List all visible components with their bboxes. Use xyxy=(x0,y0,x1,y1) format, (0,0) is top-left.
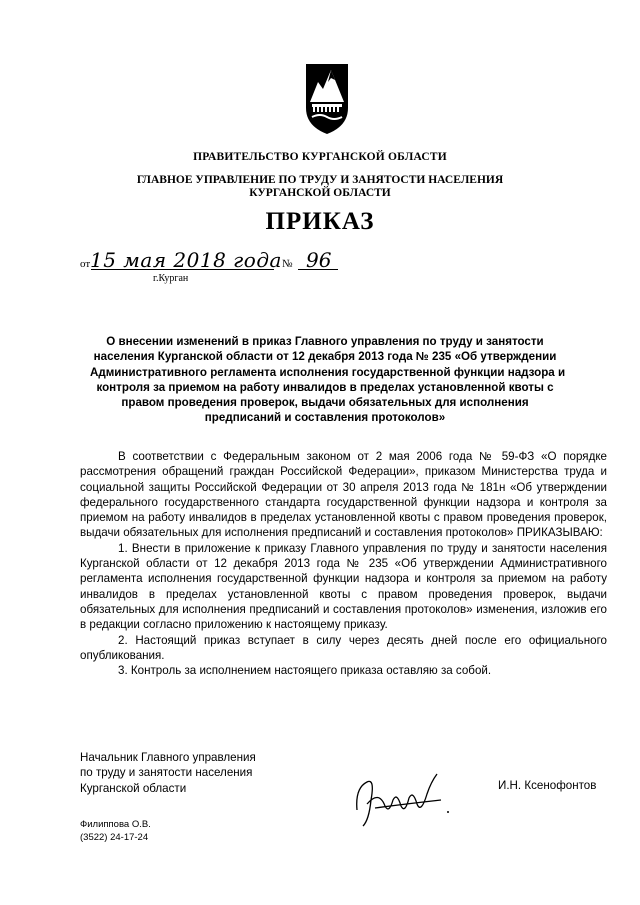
department-name-line1: ГЛАВНОЕ УПРАВЛЕНИЕ ПО ТРУДУ И ЗАНЯТОСТИ НАСЕЛЕНИЯ xyxy=(136,174,504,186)
order-subject xyxy=(90,334,566,426)
order-date-line xyxy=(78,248,338,272)
number-prefix: № xyxy=(282,258,293,270)
executor-info xyxy=(80,818,151,844)
city: г.Курган xyxy=(153,273,189,284)
date-prefix: от xyxy=(80,258,91,270)
signatory-title-line: по труду и занятости населения xyxy=(80,766,253,780)
department-name-line2: КУРГАНСКОЙ ОБЛАСТИ xyxy=(249,187,391,199)
handwritten-date: 15 мая 2018 года xyxy=(90,248,282,272)
preamble-paragraph: В соответствии с Федеральным законом от 2 мая 2006 года № 59-ФЗ «О порядке рассмотрения обращений граждан Российской Федерации», приказом Министерства труда и социальной защиты Российской Федерации от 30 апреля 2013 года № 181н «Об утверждении федерального государственного стандарта государственной функции надзора и контроля за приемом на работу инвалидов в пределах установленной квоты с правом проведения проверок, выдачи обязательных для исполнения предписаний и составления протоколов» ПРИКАЗЫВАЮ: xyxy=(80,450,607,540)
signatory-name: И.Н. Ксенофонтов xyxy=(498,779,597,792)
signatory-title-line: Курганской области xyxy=(80,781,187,795)
order-item-2: 2. Настоящий приказ вступает в силу через десять дней после его официального опубликования. xyxy=(80,633,607,662)
executor-name: Филиппова О.В. xyxy=(80,819,151,830)
subject-line: предписаний и составления протоколов» xyxy=(204,411,446,425)
order-item-3: 3. Контроль за исполнением настоящего приказа оставляю за собой. xyxy=(118,664,492,678)
signatory-title-line: Начальник Главного управления xyxy=(80,751,256,764)
date-underline xyxy=(91,269,274,270)
executor-phone: (3522) 24-17-24 xyxy=(80,832,149,843)
document-title: ПРИКАЗ xyxy=(265,208,375,235)
signatory-title xyxy=(80,750,256,796)
subject-line: Административного регламента исполнения государственной функции надзора и xyxy=(90,365,566,379)
subject-line: населения Курганской области от 12 декабря 2013 года № 235 «Об утверждении xyxy=(93,350,557,364)
order-body xyxy=(80,449,607,678)
government-name: ПРАВИТЕЛЬСТВО КУРГАНСКОЙ ОБЛАСТИ xyxy=(193,151,447,163)
subject-line: правом проведения проверок, выдачи обязательных для исполнения xyxy=(121,396,529,410)
subject-line: О внесении изменений в приказ Главного управления по труду и занятости xyxy=(106,335,544,348)
handwritten-number: 96 xyxy=(306,248,332,272)
handwritten-signature xyxy=(345,770,455,830)
coat-of-arms-icon xyxy=(304,62,350,136)
number-underline xyxy=(298,269,338,270)
order-item-1: 1. Внести в приложение к приказу Главного управления по труду и занятости населения Курганской области от 12 декабря 2013 года № 235 «Об утверждении Административного регламента исполнения государственной функции надзора и контроля за приемом на работу инвалидов в пределах установленной квоты с правом проведения проверок, выдачи обязательных для исполнения предписаний и составления протоколов» изменения, изложив его в редакции согласно приложению к настоящему приказу. xyxy=(80,541,607,632)
subject-line: контроля за приемом на работу инвалидов в пределах установленной квоты с xyxy=(96,380,554,394)
